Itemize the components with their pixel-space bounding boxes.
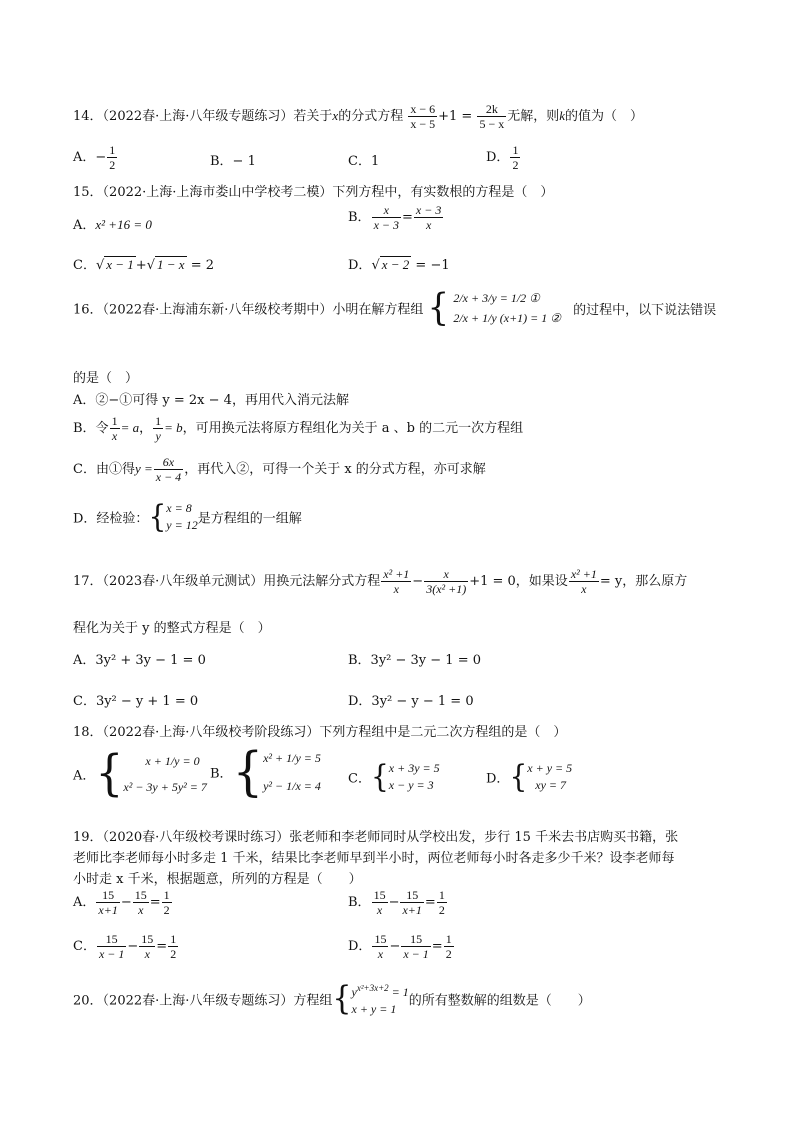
q16-option-b[interactable]: B．令 $\frac{1}{x}$ = a， $\frac{1}{y}$ = b，可用换元法将原方程组化为关于 a 、b 的二元一次方程组 xyxy=(73,414,524,443)
q17-option-d[interactable]: D．3y² − y − 1 = 0 xyxy=(348,694,474,709)
question-19-line-3: 小时走 x 千米，根据题意，所列的方程是（ ） xyxy=(73,872,362,887)
q17-option-b[interactable]: B．3y² − 3y − 1 = 0 xyxy=(348,653,482,668)
question-20: 20．（2022春·上海·八年级专题练习）方程组{ $y^{x^2+3x+2} = 1$ x + y = 1 的所有整数解的组数是（ ） xyxy=(73,979,591,1018)
question-16: 16．（2022春·上海浦东新·八年级校考期中）小明在解方程组 { 2/x + 3/y = 1/2 ① 2/x + 1/y (x+1) = 1 ② 的过程中，以下说法错误 xyxy=(73,286,717,330)
q14-fraction-left: $\frac{x - 6}{x - 5}$ xyxy=(410,102,436,131)
q18-option-c[interactable]: C．{ x + 3y = 5 x − y = 3 xyxy=(348,758,440,795)
q14-option-d[interactable]: D． $\frac{1}{2}$ xyxy=(486,143,519,172)
q17-option-c[interactable]: C．3y² − y + 1 = 0 xyxy=(73,694,199,709)
q18-option-d[interactable]: D．{ x + y = 5 xy = 7 xyxy=(486,758,573,795)
q18-option-a[interactable]: A．{ x + 1/y = 0 x² − 3y + 5y² = 7 xyxy=(73,745,207,802)
q16-option-a[interactable]: A．②−①可得 y = 2x − 4，再用代入消元法解 xyxy=(73,393,349,408)
q15-option-b[interactable]: B． $\frac{x}{x - 3}$ = $\frac{x - 3}{x}$ xyxy=(348,203,442,232)
q14-fraction-right: $\frac{2k}{5 - x}$ xyxy=(479,102,505,131)
question-14: 14．（2022春·上海·八年级专题练习）若关于x的分式方程 $\frac{x - 6}{x - 5}$ +1 = $\frac{2k}{5 - x}$ 无解，则k的值为（ ） xyxy=(73,102,644,131)
question-19-line-1: 19．（2020春·八年级校考课时练习）张老师和李老师同时从学校出发，步行 15 千米去书店购买书籍，张 xyxy=(73,830,679,845)
q14-option-b[interactable]: B．− 1 xyxy=(210,154,256,169)
question-15: 15．（2022·上海·上海市娄山中学校考二模）下列方程中，有实数根的方程是（ ） xyxy=(73,185,554,200)
q15-option-c[interactable]: C．√ x − 1 +√ 1 − x = 2 xyxy=(73,257,214,273)
q16-equation-system: 2/x + 3/y = 1/2 ① 2/x + 1/y (x+1) = 1 ② xyxy=(453,291,562,325)
q18-option-b[interactable]: B．{ x² + 1/y = 5 y² − 1/x = 4 xyxy=(210,741,321,803)
question-16-cont: 的是（ ） xyxy=(73,371,139,386)
question-17-cont: 程化为关于 y 的整式方程是（ ） xyxy=(73,621,271,636)
question-18: 18．（2022春·上海·八年级校考阶段练习）下列方程组中是二元二次方程组的是（ ） xyxy=(73,725,567,740)
q20-equation-system: $y^{x^2+3x+2} = 1$ x + y = 1 xyxy=(351,983,409,1016)
q15-option-a[interactable]: A．x² +16 = 0 xyxy=(73,217,152,233)
q19-option-a[interactable]: A． $\frac{15}{x+1}$ − $\frac{15}{x}$ = $\frac{1}{2}$ xyxy=(73,888,170,917)
q14-option-a[interactable]: A．− $\frac{1}{2}$ xyxy=(73,143,116,172)
q17-option-a[interactable]: A．3y² + 3y − 1 = 0 xyxy=(73,653,206,668)
q19-option-b[interactable]: B． $\frac{15}{x}$ − $\frac{15}{x+1}$ = $\frac{1}{2}$ xyxy=(348,888,445,917)
q14-stem: 14．（2022春·上海·八年级专题练习）若关于 xyxy=(73,109,333,124)
q14-option-c[interactable]: C．1 xyxy=(348,154,380,169)
q19-option-d[interactable]: D． $\frac{15}{x}$ − $\frac{15}{x - 1}$ = $\frac{1}{2}$ xyxy=(348,932,452,961)
q15-option-d[interactable]: D．√ x − 2 = −1 xyxy=(348,257,450,273)
q16-option-d[interactable]: D．经检验：{ x = 8 y = 12 是方程组的一组解 xyxy=(73,498,302,535)
q16-option-c[interactable]: C．由①得y = $\frac{6x}{x - 4}$ ，再代入②，可得一个关于 x 的分式方程，亦可求解 xyxy=(73,455,486,484)
question-19-line-2: 老师比李老师每小时多走 1 千米，结果比李老师早到半小时，两位老师每小时各走多少千米？设李老师每 xyxy=(73,851,675,866)
question-17: 17．（2023春·八年级单元测试）用换元法解分式方程 $\frac{\text{x² +1}}{x}$ − $\frac{x}{\text{3(x² +1)}}$ +1 = 0，如果设 $\frac{\text{x² +1}}{x}$ = y，那么原方 xyxy=(73,567,688,596)
q19-option-c[interactable]: C． $\frac{15}{x - 1}$ − $\frac{15}{x}$ = $\frac{1}{2}$ xyxy=(73,932,177,961)
